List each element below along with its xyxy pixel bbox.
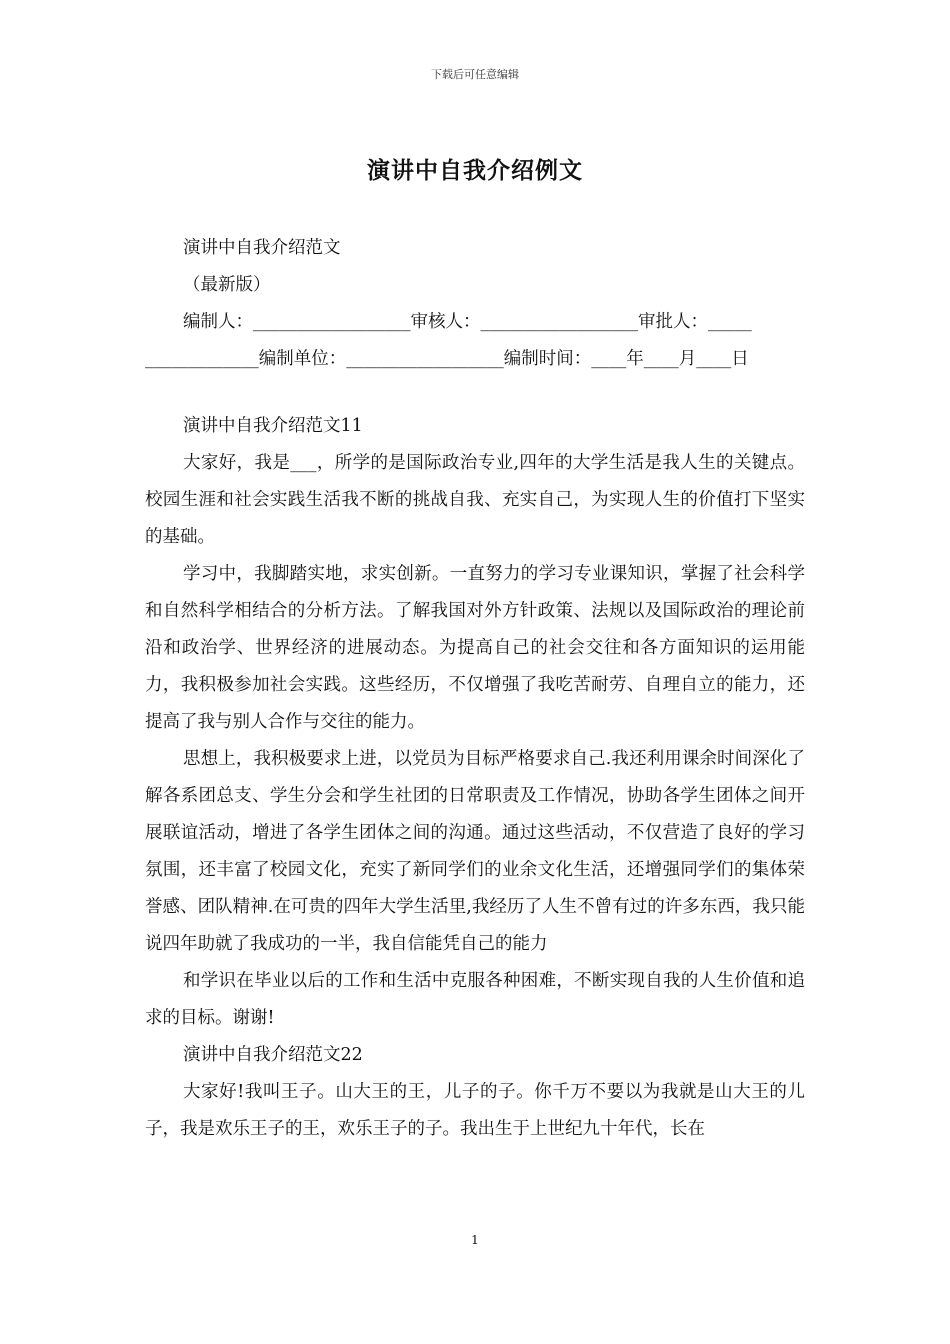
paragraph: 学习中，我脚踏实地，求实创新。一直努力的学习专业课知识，掌握了社会科学和自然科学相结合的分析方法。了解我国对外方针政策、法规以及国际政治的理论前沿和政治学、世界经济的进展动态。为提高自己的社会交往和各方面知识的运用能力，我积极参加社会实践。这些经历，不仅增强了我吃苦耐劳、自理自立的能力，还提高了我与别人合作与交往的能力。 (145, 564, 805, 732)
paragraph: 和学识在毕业以后的工作和生活中克服各种困难，不断实现自我的人生价值和追求的目标。谢谢! (145, 971, 805, 1028)
fill-line-2: _____________编制单位：__________________编制时间：____年____月____日 (145, 349, 749, 369)
paragraph: 大家好，我是___，所学的是国际政治专业,四年的大学生活是我人生的关键点。校园生涯和社会实践生活我不断的挑战自我、充实自己，为实现人生的价值打下坚实的基础。 (145, 453, 805, 547)
paragraph: 大家好!我叫王子。山大王的王，儿子的子。你千万不要以为我就是山大王的儿子，我是欢乐王子的王，欢乐王子的子。我出生于上世纪九十年代，长在 (145, 1082, 805, 1139)
section-heading: 演讲中自我介绍范文11 (183, 416, 363, 436)
document-title: 演讲中自我介绍例文 (367, 157, 583, 184)
header-note: 下载后可任意编辑 (431, 68, 519, 81)
paragraph: 思想上，我积极要求上进，以党员为目标严格要求自己.我还利用课余时间深化了解各系团总支、学生分会和学生社团的日常职责及工作情况，协助各学生团体之间开展联谊活动，增进了各学生团体之间的沟通。通过这些活动，不仅营造了良好的学习氛围，还丰富了校园文化，充实了新同学们的业余文化生活，还增强同学们的集体荣誉感、团队精神.在可贵的四年大学生活里,我经历了人生不曾有过的许多东西，我只能说四年助就了我成功的一半，我自信能凭自己的能力 (145, 749, 805, 954)
subtitle: 演讲中自我介绍范文 (183, 238, 341, 258)
page-number: 1 (471, 1233, 479, 1247)
spacer (145, 378, 805, 408)
edition-label: （最新版） (183, 275, 271, 295)
document-body (145, 230, 805, 1148)
fill-line-1: 编制人：__________________审核人：__________________审批人：_____ (183, 312, 752, 332)
section-heading: 演讲中自我介绍范文22 (183, 1045, 363, 1065)
